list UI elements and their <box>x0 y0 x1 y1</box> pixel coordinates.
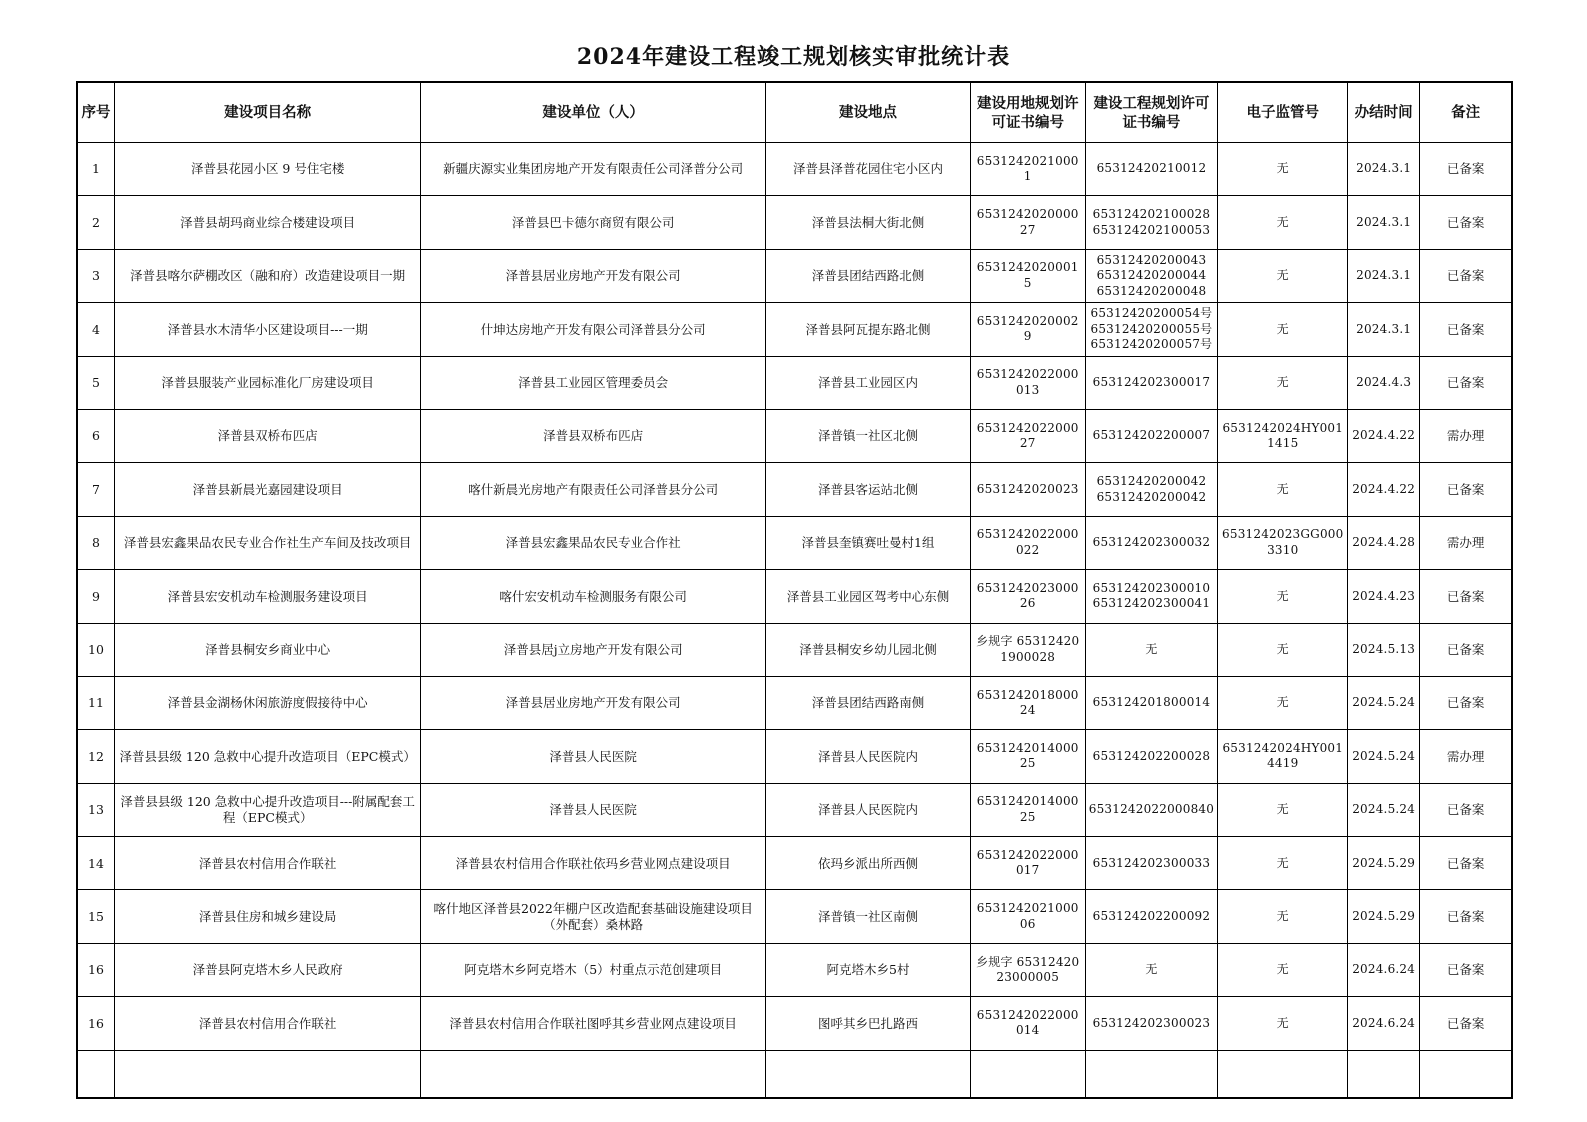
empty-cell <box>1348 1050 1420 1098</box>
column-header-remark: 备注 <box>1420 82 1512 143</box>
cell-location: 图呼其乡巴扎路西 <box>766 997 971 1050</box>
cell-project-name: 泽普县胡玛商业综合楼建设项目 <box>115 196 421 249</box>
cell-construction-unit: 泽普县人民医院 <box>421 783 766 836</box>
cell-supervision-number: 无 <box>1218 463 1348 516</box>
cell-supervision-number: 无 <box>1218 143 1348 196</box>
cell-seq: 8 <box>77 516 115 569</box>
table-row <box>77 409 1512 462</box>
cell-seq: 14 <box>77 837 115 890</box>
permit-number: 6531242022000840 <box>1088 802 1215 817</box>
cell-engineering-permit <box>1085 249 1218 302</box>
cell-supervision-number: 无 <box>1218 676 1348 729</box>
table-row <box>77 303 1512 356</box>
cell-construction-unit: 泽普县巴卡德尔商贸有限公司 <box>421 196 766 249</box>
permit-number: 65312420200057号 <box>1090 337 1213 352</box>
cell-land-permit: 653124202100006 <box>970 890 1085 943</box>
cell-construction-unit: 泽普县双桥布匹店 <box>421 409 766 462</box>
cell-location: 依玛乡派出所西侧 <box>766 837 971 890</box>
empty-cell <box>115 1050 421 1098</box>
cell-project-name: 泽普县花园小区 9 号住宅楼 <box>115 143 421 196</box>
cell-location: 泽普县工业园区内 <box>766 356 971 409</box>
column-header-unit: 建设单位（人） <box>421 82 766 143</box>
cell-supervision-number: 无 <box>1218 890 1348 943</box>
cell-remark: 需办理 <box>1420 516 1512 569</box>
cell-completion-date: 2024.5.13 <box>1348 623 1420 676</box>
column-header-engineering-permit: 建设工程规划许可证书编号 <box>1085 82 1218 143</box>
table-row <box>77 143 1512 196</box>
table-row <box>77 196 1512 249</box>
cell-location: 泽普县人民医院内 <box>766 730 971 783</box>
permit-number: 653124202300041 <box>1092 596 1211 611</box>
cell-completion-date: 2024.4.3 <box>1348 356 1420 409</box>
cell-engineering-permit <box>1085 676 1218 729</box>
cell-location: 阿克塔木乡5村 <box>766 943 971 996</box>
permit-number: 65312420210012 <box>1096 161 1207 176</box>
cell-supervision-number: 无 <box>1218 303 1348 356</box>
table-body <box>77 143 1512 1099</box>
cell-land-permit: 65312420200015 <box>970 249 1085 302</box>
cell-engineering-permit <box>1085 463 1218 516</box>
cell-remark: 已备案 <box>1420 890 1512 943</box>
table-row <box>77 676 1512 729</box>
cell-engineering-permit <box>1085 997 1218 1050</box>
cell-seq: 7 <box>77 463 115 516</box>
cell-land-permit: 6531242020023 <box>970 463 1085 516</box>
column-header-land-permit: 建设用地规划许可证书编号 <box>970 82 1085 143</box>
cell-location: 泽普县泽普花园住宅小区内 <box>766 143 971 196</box>
cell-engineering-permit <box>1085 409 1218 462</box>
cell-supervision-number: 无 <box>1218 783 1348 836</box>
empty-cell <box>421 1050 766 1098</box>
cell-completion-date: 2024.4.23 <box>1348 570 1420 623</box>
cell-remark: 已备案 <box>1420 676 1512 729</box>
cell-remark: 已备案 <box>1420 783 1512 836</box>
cell-completion-date: 2024.3.1 <box>1348 303 1420 356</box>
cell-construction-unit: 新疆庆源实业集团房地产开发有限责任公司泽普分公司 <box>421 143 766 196</box>
cell-location: 泽普县团结西路北侧 <box>766 249 971 302</box>
cell-project-name: 泽普县宏鑫果品农民专业合作社生产车间及技改项目 <box>115 516 421 569</box>
cell-land-permit: 653124202000027 <box>970 196 1085 249</box>
empty-cell <box>1420 1050 1512 1098</box>
cell-completion-date: 2024.3.1 <box>1348 249 1420 302</box>
empty-cell <box>1085 1050 1218 1098</box>
cell-construction-unit: 泽普县人民医院 <box>421 730 766 783</box>
cell-location: 泽普县法桐大街北侧 <box>766 196 971 249</box>
column-header-seq: 序号 <box>77 82 115 143</box>
cell-location: 泽普县团结西路南侧 <box>766 676 971 729</box>
column-header-location: 建设地点 <box>766 82 971 143</box>
permit-number: 653124202300010 <box>1092 580 1211 595</box>
cell-land-permit: 6531242022000017 <box>970 837 1085 890</box>
permit-number: 65312420200042 <box>1096 474 1207 489</box>
permit-number: 653124202100053 <box>1092 222 1211 237</box>
cell-supervision-number: 无 <box>1218 997 1348 1050</box>
cell-project-name: 泽普县水木清华小区建设项目---一期 <box>115 303 421 356</box>
cell-supervision-number: 无 <box>1218 837 1348 890</box>
cell-project-name: 泽普县桐安乡商业中心 <box>115 623 421 676</box>
cell-remark: 已备案 <box>1420 463 1512 516</box>
table-row <box>77 837 1512 890</box>
cell-completion-date: 2024.4.28 <box>1348 516 1420 569</box>
cell-seq: 2 <box>77 196 115 249</box>
cell-engineering-permit <box>1085 623 1218 676</box>
cell-supervision-number: 无 <box>1218 623 1348 676</box>
cell-project-name: 泽普县宏安机动车检测服务建设项目 <box>115 570 421 623</box>
cell-supervision-number: 无 <box>1218 356 1348 409</box>
table-row <box>77 623 1512 676</box>
table-row <box>77 516 1512 569</box>
cell-project-name: 泽普县阿克塔木乡人民政府 <box>115 943 421 996</box>
cell-completion-date: 2024.5.24 <box>1348 676 1420 729</box>
cell-project-name: 泽普县双桥布匹店 <box>115 409 421 462</box>
empty-table-row <box>77 1050 1512 1098</box>
cell-completion-date: 2024.5.29 <box>1348 837 1420 890</box>
column-header-completion-date: 办结时间 <box>1348 82 1420 143</box>
cell-location: 泽普县阿瓦提东路北侧 <box>766 303 971 356</box>
cell-completion-date: 2024.4.22 <box>1348 463 1420 516</box>
empty-cell <box>1218 1050 1348 1098</box>
cell-land-permit: 653124201400025 <box>970 730 1085 783</box>
cell-supervision-number: 6531242024HY0014419 <box>1218 730 1348 783</box>
table-row <box>77 943 1512 996</box>
cell-project-name: 泽普县农村信用合作联社 <box>115 997 421 1050</box>
cell-remark: 已备案 <box>1420 196 1512 249</box>
table-row <box>77 783 1512 836</box>
cell-engineering-permit <box>1085 516 1218 569</box>
cell-construction-unit: 泽普县居j立房地产开发有限公司 <box>421 623 766 676</box>
cell-engineering-permit <box>1085 303 1218 356</box>
empty-cell <box>970 1050 1085 1098</box>
cell-supervision-number: 无 <box>1218 570 1348 623</box>
table-row <box>77 890 1512 943</box>
cell-land-permit: 653124202200027 <box>970 409 1085 462</box>
permit-number: 653124202300032 <box>1092 535 1211 550</box>
permit-number: 65312420200042 <box>1096 489 1207 504</box>
cell-land-permit: 6531242022000022 <box>970 516 1085 569</box>
cell-construction-unit: 泽普县农村信用合作联社图呼其乡营业网点建设项目 <box>421 997 766 1050</box>
cell-completion-date: 2024.5.24 <box>1348 730 1420 783</box>
table-row <box>77 997 1512 1050</box>
cell-location: 泽普县客运站北侧 <box>766 463 971 516</box>
cell-completion-date: 2024.6.24 <box>1348 997 1420 1050</box>
cell-location: 泽普镇一社区南侧 <box>766 890 971 943</box>
cell-remark: 已备案 <box>1420 249 1512 302</box>
permit-number: 653124202200007 <box>1092 428 1211 443</box>
cell-engineering-permit <box>1085 570 1218 623</box>
cell-construction-unit: 泽普县农村信用合作联社依玛乡营业网点建设项目 <box>421 837 766 890</box>
cell-land-permit: 65312420210001 <box>970 143 1085 196</box>
cell-engineering-permit <box>1085 943 1218 996</box>
cell-completion-date: 2024.3.1 <box>1348 143 1420 196</box>
cell-completion-date: 2024.4.22 <box>1348 409 1420 462</box>
cell-project-name: 泽普县新晨光嘉园建设项目 <box>115 463 421 516</box>
permit-number: 65312420200055号 <box>1090 321 1213 336</box>
cell-seq: 16 <box>77 997 115 1050</box>
cell-remark: 已备案 <box>1420 303 1512 356</box>
statistics-table <box>76 81 1513 1099</box>
cell-construction-unit: 喀什地区泽普县2022年棚户区改造配套基础设施建设项目（外配套）桑林路 <box>421 890 766 943</box>
cell-seq: 4 <box>77 303 115 356</box>
cell-remark: 已备案 <box>1420 356 1512 409</box>
permit-number: 653124201800014 <box>1092 695 1211 710</box>
cell-location: 泽普县奎镇赛吐曼村1组 <box>766 516 971 569</box>
table-row <box>77 570 1512 623</box>
cell-supervision-number: 6531242024HY0011415 <box>1218 409 1348 462</box>
permit-number: 无 <box>1145 641 1158 656</box>
permit-number: 653124202300023 <box>1092 1015 1211 1030</box>
cell-engineering-permit <box>1085 356 1218 409</box>
cell-seq: 11 <box>77 676 115 729</box>
table-row <box>77 356 1512 409</box>
cell-construction-unit: 喀什新晨光房地产有限责任公司泽普县分公司 <box>421 463 766 516</box>
permit-number: 653124202200092 <box>1092 908 1211 923</box>
cell-seq: 10 <box>77 623 115 676</box>
cell-completion-date: 2024.6.24 <box>1348 943 1420 996</box>
cell-construction-unit: 泽普县居业房地产开发有限公司 <box>421 249 766 302</box>
cell-seq: 12 <box>77 730 115 783</box>
cell-construction-unit: 什坤达房地产开发有限公司泽普县分公司 <box>421 303 766 356</box>
cell-project-name: 泽普县喀尔萨棚改区（融和府）改造建设项目一期 <box>115 249 421 302</box>
cell-remark: 已备案 <box>1420 837 1512 890</box>
cell-project-name: 泽普县农村信用合作联社 <box>115 837 421 890</box>
cell-land-permit: 乡规字 6531242023000005 <box>970 943 1085 996</box>
table-row <box>77 463 1512 516</box>
cell-project-name: 泽普县县级 120 急救中心提升改造项目---附属配套工程（EPC模式） <box>115 783 421 836</box>
cell-seq: 13 <box>77 783 115 836</box>
cell-seq: 16 <box>77 943 115 996</box>
cell-land-permit: 乡规字 653124201900028 <box>970 623 1085 676</box>
page-title: 2024年建设工程竣工规划核实审批统计表 <box>576 44 1011 70</box>
cell-supervision-number: 6531242023GG0003310 <box>1218 516 1348 569</box>
cell-remark: 需办理 <box>1420 730 1512 783</box>
cell-project-name: 泽普县县级 120 急救中心提升改造项目（EPC模式） <box>115 730 421 783</box>
cell-land-permit: 6531242022000013 <box>970 356 1085 409</box>
cell-completion-date: 2024.3.1 <box>1348 196 1420 249</box>
cell-engineering-permit <box>1085 730 1218 783</box>
permit-number: 65312420200043 <box>1096 252 1207 267</box>
cell-project-name: 泽普县服装产业园标准化厂房建设项目 <box>115 356 421 409</box>
cell-supervision-number: 无 <box>1218 943 1348 996</box>
cell-location: 泽普镇一社区北侧 <box>766 409 971 462</box>
table-header-row <box>77 82 1512 143</box>
cell-seq: 9 <box>77 570 115 623</box>
cell-location: 泽普县桐安乡幼儿园北侧 <box>766 623 971 676</box>
column-header-supervision-number: 电子监管号 <box>1218 82 1348 143</box>
cell-seq: 15 <box>77 890 115 943</box>
cell-seq: 5 <box>77 356 115 409</box>
permit-number: 653124202100028 <box>1092 207 1211 222</box>
empty-cell <box>77 1050 115 1098</box>
permit-number: 无 <box>1145 962 1158 977</box>
cell-construction-unit: 泽普县居业房地产开发有限公司 <box>421 676 766 729</box>
cell-location: 泽普县人民医院内 <box>766 783 971 836</box>
cell-supervision-number: 无 <box>1218 249 1348 302</box>
cell-remark: 需办理 <box>1420 409 1512 462</box>
cell-land-permit: 653124201800024 <box>970 676 1085 729</box>
cell-supervision-number: 无 <box>1218 196 1348 249</box>
permit-number: 653124202200028 <box>1092 748 1211 763</box>
cell-remark: 已备案 <box>1420 943 1512 996</box>
cell-construction-unit: 泽普县宏鑫果品农民专业合作社 <box>421 516 766 569</box>
cell-construction-unit: 喀什宏安机动车检测服务有限公司 <box>421 570 766 623</box>
cell-engineering-permit <box>1085 196 1218 249</box>
cell-land-permit: 6531242022000014 <box>970 997 1085 1050</box>
permit-number: 65312420200044 <box>1096 268 1207 283</box>
column-header-project: 建设项目名称 <box>115 82 421 143</box>
cell-land-permit: 653124202300026 <box>970 570 1085 623</box>
cell-remark: 已备案 <box>1420 997 1512 1050</box>
cell-seq: 3 <box>77 249 115 302</box>
cell-completion-date: 2024.5.24 <box>1348 783 1420 836</box>
permit-number: 653124202300017 <box>1092 375 1211 389</box>
cell-project-name: 泽普县住房和城乡建设局 <box>115 890 421 943</box>
permit-number: 653124202300033 <box>1092 855 1211 870</box>
cell-remark: 已备案 <box>1420 570 1512 623</box>
cell-land-permit: 65312420200029 <box>970 303 1085 356</box>
cell-seq: 6 <box>77 409 115 462</box>
cell-engineering-permit <box>1085 143 1218 196</box>
cell-construction-unit: 泽普县工业园区管理委员会 <box>421 356 766 409</box>
cell-remark: 已备案 <box>1420 143 1512 196</box>
table-row <box>77 249 1512 302</box>
cell-remark: 已备案 <box>1420 623 1512 676</box>
permit-number: 65312420200054号 <box>1090 306 1213 321</box>
permit-number: 65312420200048 <box>1096 283 1207 298</box>
cell-seq: 1 <box>77 143 115 196</box>
cell-land-permit: 653124201400025 <box>970 783 1085 836</box>
cell-completion-date: 2024.5.29 <box>1348 890 1420 943</box>
cell-location: 泽普县工业园区驾考中心东侧 <box>766 570 971 623</box>
cell-engineering-permit <box>1085 890 1218 943</box>
cell-construction-unit: 阿克塔木乡阿克塔木（5）村重点示范创建项目 <box>421 943 766 996</box>
cell-engineering-permit <box>1085 783 1218 836</box>
cell-engineering-permit <box>1085 837 1218 890</box>
empty-cell <box>766 1050 971 1098</box>
table-row <box>77 730 1512 783</box>
cell-project-name: 泽普县金湖杨休闲旅游度假接待中心 <box>115 676 421 729</box>
